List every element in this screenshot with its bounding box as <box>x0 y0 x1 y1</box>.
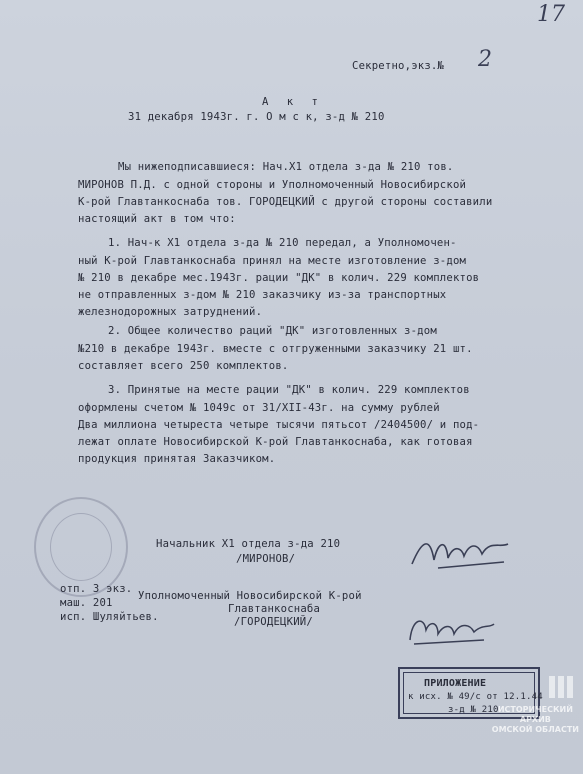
intro-line: настоящий акт в том что: <box>78 213 236 225</box>
watermark-line2: АРХИВ <box>519 715 551 724</box>
watermark-line1: ИСТОРИЧЕСКИЙ <box>497 705 573 714</box>
footer-left-line: исп. Шуляйтьев. <box>60 611 159 623</box>
copy-number: 2 <box>478 47 492 72</box>
item1-line: ный К-рой Главтанкоснаба принял на месте изготовление з-дом <box>78 255 467 267</box>
item3-line: продукция принятая Заказчиком. <box>78 453 276 465</box>
item1-line: железнодорожных затруднений. <box>78 306 263 318</box>
sign2-org: Главтанкоснаба <box>228 603 321 615</box>
stamp-line1: ПРИЛОЖЕНИЕ <box>424 678 487 689</box>
archive-logo-icon <box>547 672 575 702</box>
sign2-title: Уполномоченный Новосибирской К-рой <box>138 590 362 602</box>
item2-line: составляет всего 250 комплектов. <box>78 360 289 372</box>
signature-gorodetsky <box>404 610 500 650</box>
footer-left-line: маш. 201 <box>60 597 113 609</box>
item1-line: № 210 в декабре мес.1943г. рации "ДК" в колич. 229 комплектов <box>78 272 480 284</box>
item3-line: Два миллиона четыреста четыре тысячи пятьсот /2404500/ и под- <box>78 419 480 431</box>
document-title: А к т <box>262 96 324 108</box>
intro-line: МИРОНОВ П.Д. с одной стороны и Уполномоченный Новосибирской <box>78 179 467 191</box>
sign1-name: /МИРОНОВ/ <box>236 553 296 565</box>
item3-line: оформлены счетом № 1049с от 31/XII-43г. на сумму рублей <box>78 402 440 414</box>
item2-line: №210 в декабре 1943г. вместе с отгруженными заказчику 21 шт. <box>78 343 473 355</box>
item2-line: 2. Общее количество раций "ДК" изготовленных з-дом <box>108 325 437 337</box>
sign1-title: Начальник Х1 отдела з-да 210 <box>156 538 341 550</box>
item1-line: 1. Нач-к Х1 отдела з-да № 210 передал, а Уполномочен- <box>108 237 457 249</box>
item3-line: лежат оплате Новосибирской К-рой Главтанкоснаба, как готовая <box>78 436 473 448</box>
item3-line: 3. Принятые на месте рации "ДК" в колич. 229 комплектов <box>108 384 470 396</box>
intro-line: К-рой Главтанкоснаба тов. ГОРОДЕЦКИЙ с другой стороны составили <box>78 196 493 208</box>
signature-mironov <box>408 530 520 574</box>
watermark-line3: ОМСКОЙ ОБЛАСТИ <box>491 725 579 734</box>
item1-line: не отправленных з-дом № 210 заказчику из-за транспортных <box>78 289 447 301</box>
date-line: 31 декабря 1943г. г. О м с к, з-д № 210 <box>128 111 385 123</box>
round-seal-stamp <box>34 497 128 597</box>
sign2-name: /ГОРОДЕЦКИЙ/ <box>234 616 313 628</box>
intro-line: Мы нижеподписавшиеся: Нач.Х1 отдела з-да № 210 тов. <box>118 161 454 173</box>
archive-watermark <box>492 705 579 735</box>
archive-page-number: 17 <box>537 2 565 27</box>
stamp-line2: к исх. № 49/с от 12.1.44 <box>408 692 543 702</box>
footer-left-line: отп. 3 экз. <box>60 583 133 595</box>
stamp-line3: з-д № 210 <box>448 705 499 715</box>
secrecy-label: Секретно,экз.№ <box>352 60 445 72</box>
